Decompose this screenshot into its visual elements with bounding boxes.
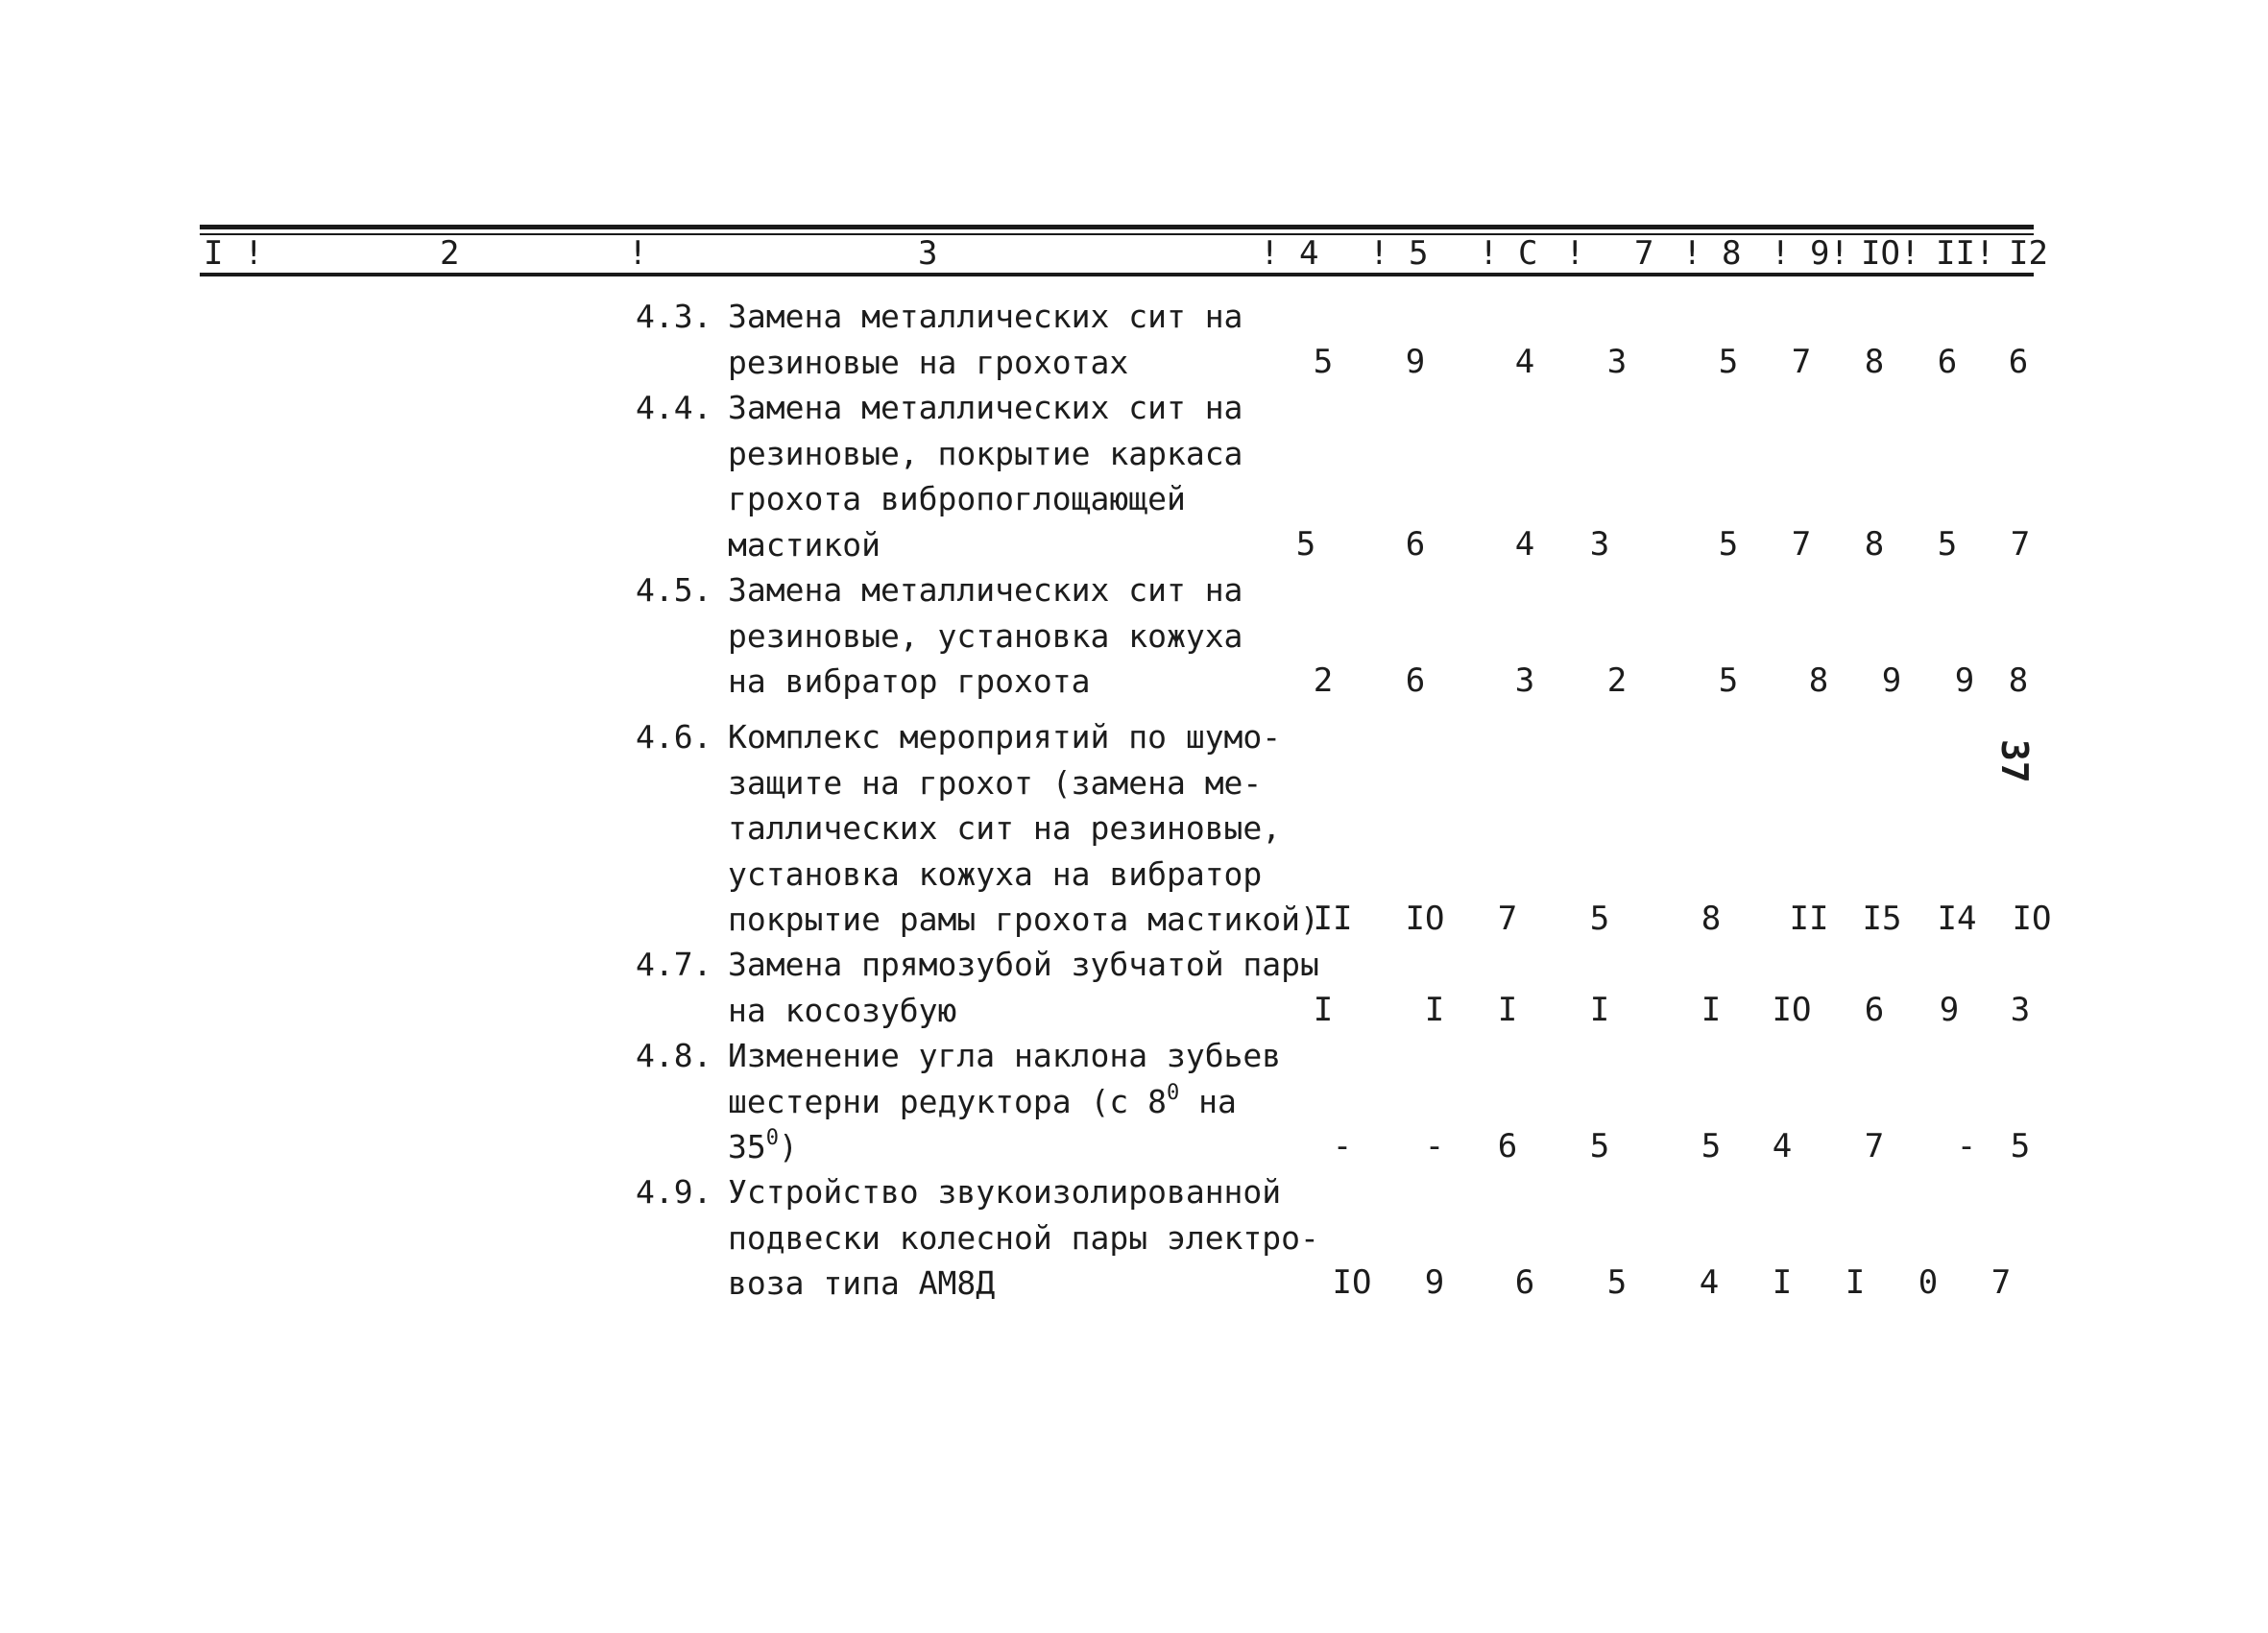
row-text-line: шестерни редуктора (с $8^0$ на <box>728 1080 1237 1120</box>
row-text-line: таллических сит на резиновые, <box>728 809 1282 847</box>
value-col-8: 5 <box>1718 661 1739 700</box>
value-col-11: 0 <box>1918 1263 1939 1302</box>
table-top-rule <box>200 225 2034 229</box>
value-col-5: 9 <box>1405 342 1426 381</box>
value-col-9: 8 <box>1808 661 1829 700</box>
header-col-2: 2 <box>440 234 460 273</box>
header-col-6: ! C <box>1479 234 1538 273</box>
row-text-line: Замена металлических сит на <box>728 571 1243 609</box>
value-col-4: 2 <box>1313 661 1334 700</box>
header-col-11: II! <box>1936 234 1995 273</box>
row-number: 4.4. <box>636 389 712 426</box>
value-col-6: 7 <box>1497 900 1518 938</box>
value-col-11: 6 <box>1937 342 1958 381</box>
row-number: 4.7. <box>636 946 712 983</box>
row-text-line: воза типа АМ8Д <box>728 1264 996 1302</box>
row-text-line: резиновые, покрытие каркаса <box>728 434 1243 472</box>
value-col-6: 3 <box>1514 661 1535 700</box>
header-col-10: IO! <box>1861 234 1920 273</box>
header-col-9: ! 9! <box>1771 234 1849 273</box>
header-col-4: ! 4 <box>1260 234 1319 273</box>
value-col-8: I <box>1701 990 1722 1029</box>
row-text-line: грохота вибропоглощающей <box>728 480 1186 517</box>
value-col-8: 8 <box>1701 900 1722 938</box>
value-col-10: 7 <box>1864 1127 1885 1165</box>
value-col-10: I5 <box>1862 900 1902 938</box>
page-number: 37 <box>1993 739 2036 783</box>
value-col-7: 5 <box>1606 1263 1628 1302</box>
value-col-8: 4 <box>1699 1263 1720 1302</box>
value-col-5: IO <box>1405 900 1445 938</box>
value-col-10: I <box>1845 1263 1866 1302</box>
value-col-7: I <box>1589 990 1610 1029</box>
value-col-12: 3 <box>2010 990 2031 1029</box>
value-col-5: - <box>1424 1127 1445 1165</box>
row-number: 4.8. <box>636 1037 712 1074</box>
row-text-line: подвески колесной пары электро- <box>728 1218 1319 1257</box>
value-col-9: 4 <box>1772 1127 1793 1165</box>
row-text-line: Замена прямозубой зубчатой пары <box>728 946 1319 983</box>
row-text-line: установка кожуха на вибратор <box>728 854 1263 893</box>
header-col-3: 3 <box>918 234 938 273</box>
value-col-6: 4 <box>1514 342 1535 381</box>
value-col-12: 7 <box>1991 1263 2012 1302</box>
value-col-4: 5 <box>1313 342 1334 381</box>
value-col-9: 7 <box>1791 524 1812 564</box>
header-col-8: ! 8 <box>1682 234 1742 273</box>
value-col-8: 5 <box>1718 342 1739 381</box>
value-col-7: 2 <box>1606 661 1628 700</box>
row-text-line: защите на грохот (замена ме- <box>728 763 1263 802</box>
value-col-7: 3 <box>1589 524 1610 564</box>
row-text-line: покрытие рамы грохота мастикой) <box>728 901 1319 938</box>
table-header <box>200 234 2048 273</box>
row-text-line: Комплекс мероприятий по шумо- <box>728 718 1282 756</box>
value-col-4: I <box>1313 990 1334 1029</box>
header-col-12: I2 <box>2009 234 2048 273</box>
row-text-line: на вибратор грохота <box>728 662 1091 700</box>
value-col-4: 5 <box>1295 524 1316 564</box>
table-header-bottom-rule <box>200 273 2034 276</box>
row-number: 4.9. <box>636 1173 712 1211</box>
value-col-7: 5 <box>1589 1127 1610 1165</box>
value-col-12: 8 <box>2008 661 2029 700</box>
value-col-9: II <box>1789 900 1829 938</box>
row-text-line: Устройство звукоизолированной <box>728 1173 1282 1211</box>
value-col-11: 5 <box>1937 524 1958 564</box>
row-text-line: резиновые на грохотах <box>728 343 1129 381</box>
value-col-10: 9 <box>1881 661 1902 700</box>
value-col-11: 9 <box>1939 990 1960 1029</box>
value-col-10: 8 <box>1864 524 1885 564</box>
row-text-line: Замена металлических сит на <box>728 298 1243 335</box>
value-col-9: 7 <box>1791 342 1812 381</box>
header-col-1: I <box>204 234 224 273</box>
value-col-11: I4 <box>1937 900 1977 938</box>
row-text-line: на косозубую <box>728 991 957 1029</box>
header-col-5: ! 5 <box>1369 234 1429 273</box>
value-col-9: I <box>1772 1263 1793 1302</box>
value-col-12: 5 <box>2010 1127 2031 1165</box>
header-sep: ! <box>1565 234 1585 273</box>
value-col-6: 4 <box>1514 524 1535 564</box>
value-col-4: - <box>1332 1127 1353 1165</box>
value-col-12: 7 <box>2010 524 2031 564</box>
value-col-10: 8 <box>1864 342 1885 381</box>
row-number: 4.6. <box>636 718 712 756</box>
row-number: 4.5. <box>636 571 712 609</box>
value-col-11: 9 <box>1954 661 1975 700</box>
value-col-6: I <box>1497 990 1518 1029</box>
value-col-5: 6 <box>1405 524 1426 564</box>
row-text-line: мастикой <box>728 525 881 564</box>
value-col-5: 6 <box>1405 661 1426 700</box>
row-text-line: Замена металлических сит на <box>728 389 1243 426</box>
header-sep: ! <box>628 234 648 273</box>
value-col-10: 6 <box>1864 990 1885 1029</box>
value-col-7: 5 <box>1589 900 1610 938</box>
row-text-line: резиновые, установка кожуха <box>728 616 1243 655</box>
value-col-8: 5 <box>1718 524 1739 564</box>
value-col-6: 6 <box>1514 1263 1535 1302</box>
value-col-9: IO <box>1772 990 1812 1029</box>
value-col-8: 5 <box>1701 1127 1722 1165</box>
row-text-line: Изменение угла наклона зубьев <box>728 1037 1282 1074</box>
row-number: 4.3. <box>636 298 712 335</box>
value-col-4: IO <box>1332 1263 1372 1302</box>
value-col-12: 6 <box>2008 342 2029 381</box>
header-sep: ! <box>244 234 264 273</box>
value-col-7: 3 <box>1606 342 1628 381</box>
row-text-line: $35^0$) <box>728 1126 798 1165</box>
value-col-4: II <box>1313 900 1353 938</box>
value-col-5: I <box>1424 990 1445 1029</box>
value-col-12: IO <box>2012 900 2052 938</box>
value-col-5: 9 <box>1424 1263 1445 1302</box>
header-col-7: 7 <box>1634 234 1654 273</box>
value-col-6: 6 <box>1497 1127 1518 1165</box>
value-col-11: - <box>1956 1127 1977 1165</box>
